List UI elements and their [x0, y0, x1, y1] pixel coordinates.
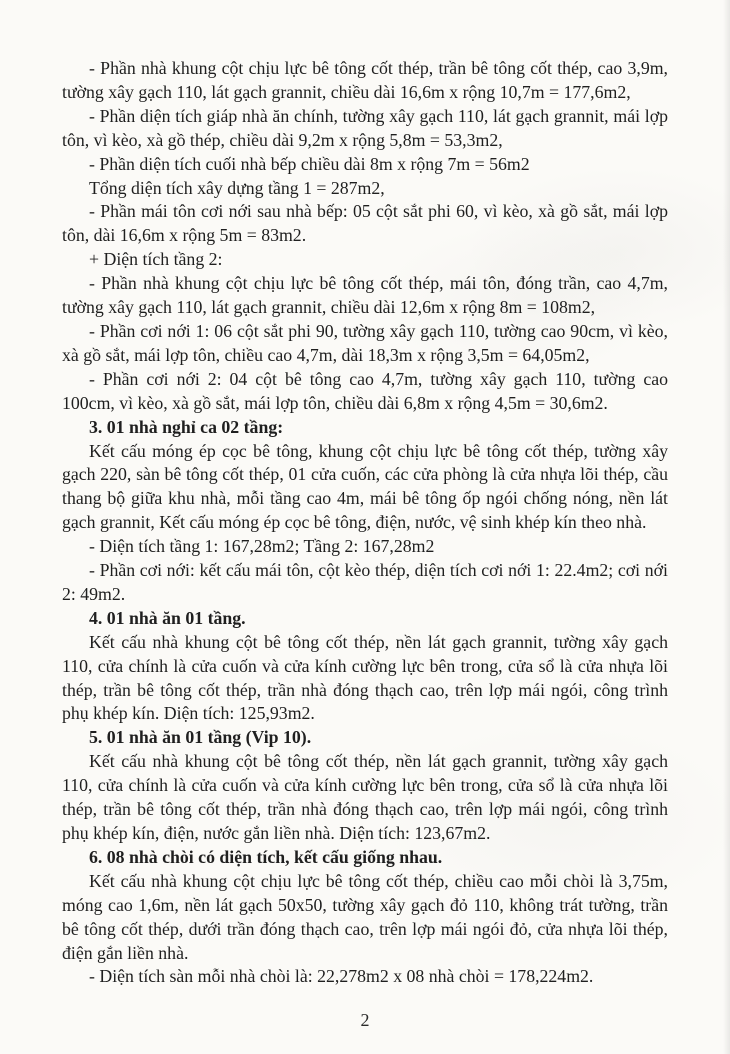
list-item: - Phần mái tôn cơi nới sau nhà bếp: 05 cột sắt phi 60, vì kèo, xà gồ sắt, mái lợp tôn, dài 16,6m x rộng 5m = 83m2.: [62, 201, 668, 246]
list-item: - Phần nhà khung cột chịu lực bê tông cốt thép, trần bê tông cốt thép, cao 3,9m, tường xây gạch 110, lát gạch grannit, chiều dài 16,6m x rộng 10,7m = 177,6m2,: [62, 58, 668, 102]
list-item: - Diện tích sàn mỗi nhà chòi là: 22,278m2 x 08 nhà chòi = 178,224m2.: [89, 966, 594, 987]
section-heading: 6. 08 nhà chòi có diện tích, kết cấu giống nhau.: [89, 846, 443, 867]
paragraph: Kết cấu móng ép cọc bê tông, khung cột chịu lực bê tông cốt thép, tường xây gạch 220, sàn bê tông cốt thép, 01 cửa cuốn, các cửa phòng là cửa nhựa lõi thép, cầu thang bộ giữa khu nhà, mỗi tầng cao 4m, mái bê tông ốp ngói chống nóng, nền lát gạch grannit, Kết cấu móng ép cọc bê tông, điện, nước, vệ sinh khép kín theo nhà.: [62, 440, 668, 533]
list-item: - Diện tích tầng 1: 167,28m2; Tầng 2: 167,28m2: [89, 536, 435, 557]
paragraph: Tổng diện tích xây dựng tầng 1 = 287m2,: [89, 177, 385, 198]
list-item: - Phần cơi nới: kết cấu mái tôn, cột kèo thép, diện tích cơi nới 1: 22.4m2; cơi nới 2: 49m2.: [62, 560, 668, 604]
list-item: - Phần nhà khung cột chịu lực bê tông cốt thép, mái tôn, đóng trần, cao 4,7m, tường xây gạch 110, lát gạch grannit, chiều dài 12,6m x rộng 8m = 108m2,: [62, 273, 668, 318]
list-item: - Phần diện tích giáp nhà ăn chính, tường xây gạch 110, lát gạch grannit, mái lợp tôn, vì kèo, xà gồ thép, chiều dài 9,2m x rộng 5,8m = 53,3m2,: [62, 105, 668, 150]
paragraph: + Diện tích tầng 2:: [89, 249, 223, 270]
scan-edge-shadow: [723, 0, 730, 1054]
section-heading: 3. 01 nhà nghỉ ca 02 tầng:: [89, 416, 284, 437]
document-body: [62, 57, 668, 989]
page-number: 2: [360, 1010, 370, 1030]
paragraph: Kết cấu nhà khung cột chịu lực bê tông cốt thép, chiều cao mỗi chòi là 3,75m, móng cao 1,6m, nền lát gạch 50x50, tường xây gạch đỏ 110, không trát tường, trần bê tông cốt thép, dưới trần đóng thạch cao, trên lợp mái ngói đỏ, cửa nhựa lõi thép, điện gắn liền nhà.: [62, 870, 668, 963]
list-item: - Phần cơi nới 2: 04 cột bê tông cao 4,7m, tường xây gạch 110, tường cao 100cm, vì kèo, xà gồ sắt, mái lợp tôn, chiều dài 6,8m x rộng 4,5m = 30,6m2.: [62, 368, 668, 413]
paragraph: Kết cấu nhà khung cột bê tông cốt thép, nền lát gạch grannit, tường xây gạch 110, cửa chính là cửa cuốn và cửa kính cường lực bên trong, cửa sổ là cửa nhựa lõi thép, trần bê tông cốt thép, trần nhà đóng thạch cao, trên lợp mái ngói, công trình phụ khép kín. Diện tích: 125,93m2.: [62, 631, 668, 724]
section-heading: 4. 01 nhà ăn 01 tầng.: [89, 607, 246, 628]
list-item: - Phần diện tích cuối nhà bếp chiều dài 8m x rộng 7m = 56m2: [89, 153, 530, 174]
section-heading: 5. 01 nhà ăn 01 tầng (Vip 10).: [89, 727, 312, 748]
list-item: - Phần cơi nới 1: 06 cột sắt phi 90, tường xây gạch 110, tường cao 90cm, vì kèo, xà gồ sắt, mái lợp tôn, chiều cao 4,7m, dài 18,3m x rộng 3,5m = 64,05m2,: [62, 320, 668, 365]
paragraph: Kết cấu nhà khung cột bê tông cốt thép, nền lát gạch grannit, tường xây gạch 110, cửa chính là cửa cuốn và cửa kính cường lực bên trong, cửa sổ là cửa nhựa lõi thép, trần bê tông cốt thép, trần nhà đóng thạch cao, trên lợp mái ngói, công trình phụ khép kín, điện, nước gắn liền nhà. Diện tích: 123,67m2.: [62, 751, 668, 843]
